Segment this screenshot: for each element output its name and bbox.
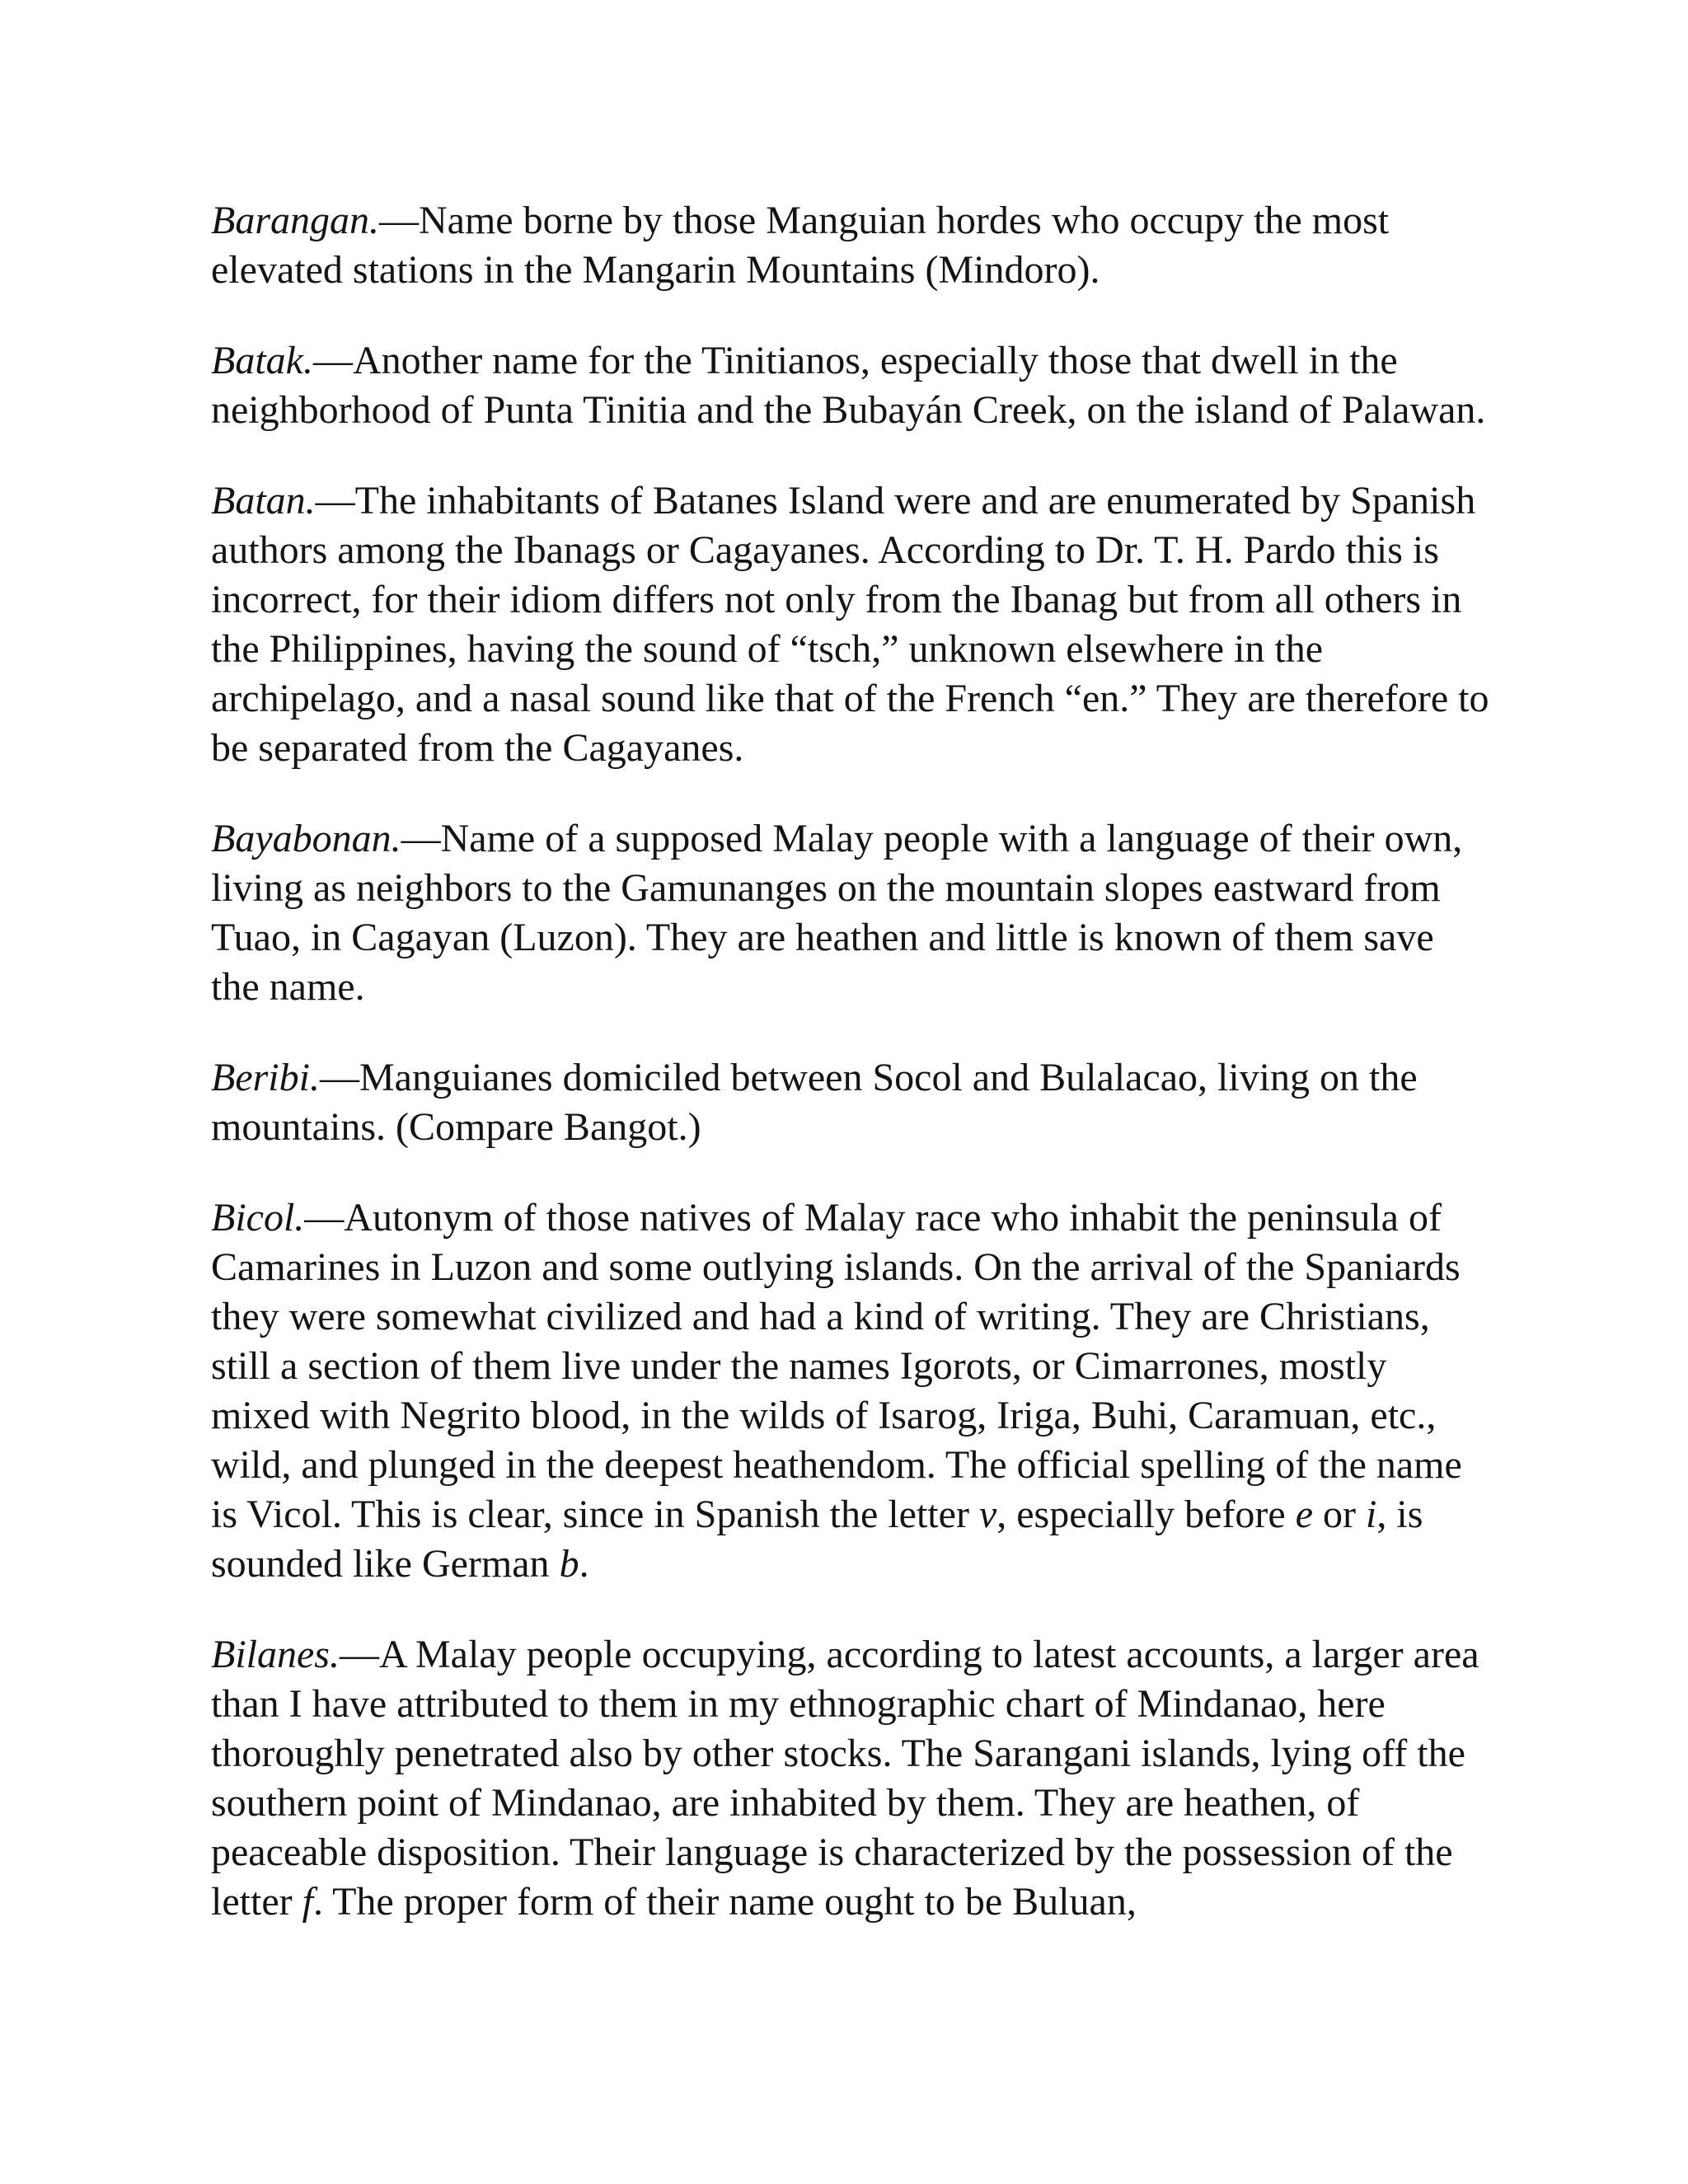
entry-text: —Name of a supposed Malay people with a language of their own, living as neighbors to the Gamunanges on the mountain slopes eastward from Tuao, in Cagayan (Luzon). They are heathen and little is known of them save the name. xyxy=(211,817,1463,1009)
entry-term: Batan. xyxy=(211,479,316,523)
entry-text: , especially before xyxy=(996,1493,1296,1536)
entry-text: —Manguianes domiciled between Socol and Bulalacao, living on the mountains. (Compare Bangot.) xyxy=(211,1056,1418,1149)
italic-letter: v xyxy=(978,1493,997,1536)
entry-text: . xyxy=(579,1542,589,1586)
italic-letter: e xyxy=(1295,1493,1314,1536)
entry-text: , is sounded like German xyxy=(211,1493,1423,1586)
entry-term: Batak. xyxy=(211,339,313,382)
entry-bayabonan xyxy=(211,814,1490,1012)
entry-text: —A Malay people occupying, according to latest accounts, a larger area than I have attributed to them in my ethnographic chart of Mindanao, here thoroughly penetrated also by other stocks. The Sarangani islands, lying off the southern point of Mindanao, are inhabited by them. They are heathen, of peaceable disposition. Their language is characterized by the possession of the letter xyxy=(211,1633,1479,1924)
entry-term: Bayabonan. xyxy=(211,817,401,860)
italic-letter: f xyxy=(302,1880,313,1924)
entry-batan xyxy=(211,476,1490,773)
entry-batak xyxy=(211,336,1490,435)
entry-text: —Another name for the Tinitianos, especially those that dwell in the neighborhood of Punta Tinitia and the Bubayán Creek, on the island of Palawan. xyxy=(211,339,1486,432)
entry-term: Beribi. xyxy=(211,1056,320,1099)
entry-text: or xyxy=(1313,1493,1367,1536)
entry-term: Bicol. xyxy=(211,1196,305,1240)
entry-text: . The proper form of their name ought to be Buluan, xyxy=(312,1880,1137,1924)
entry-beribi xyxy=(211,1053,1490,1152)
entry-text: —Name borne by those Manguian hordes who occupy the most elevated stations in the Mangarin Mountains (Mindoro). xyxy=(211,199,1390,292)
entry-term: Barangan. xyxy=(211,199,379,242)
entry-barangan xyxy=(211,196,1490,295)
entry-text: —The inhabitants of Batanes Island were and are enumerated by Spanish authors among the Ibanags or Cagayanes. According to Dr. T. H. Pardo this is incorrect, for their idiom differs not only from the Ibanag but from all others in the Philippines, having the sound of “tsch,” unknown elsewhere in the archipelago, and a nasal sound like that of the French “en.” They are therefore to be separated from the Cagayanes. xyxy=(211,479,1489,770)
entry-bicol xyxy=(211,1193,1490,1589)
italic-letter: i xyxy=(1366,1493,1377,1536)
italic-letter: b xyxy=(559,1542,579,1586)
entry-bilanes xyxy=(211,1630,1490,1927)
entry-term: Bilanes. xyxy=(211,1633,340,1676)
entry-text: —Autonym of those natives of Malay race who inhabit the peninsula of Camarines in Luzon and some outlying islands. On the arrival of the Spaniards they were somewhat civilized and had a kind of writing. They are Christians, still a section of them live under the names Igorots, or Cimarrones, mostly mixed with Negrito blood, in the wilds of Isarog, Iriga, Buhi, Caramuan, etc., wild, and plunged in the deepest heathendom. The official spelling of the name is Vicol. This is clear, since in Spanish the letter xyxy=(211,1196,1462,1536)
